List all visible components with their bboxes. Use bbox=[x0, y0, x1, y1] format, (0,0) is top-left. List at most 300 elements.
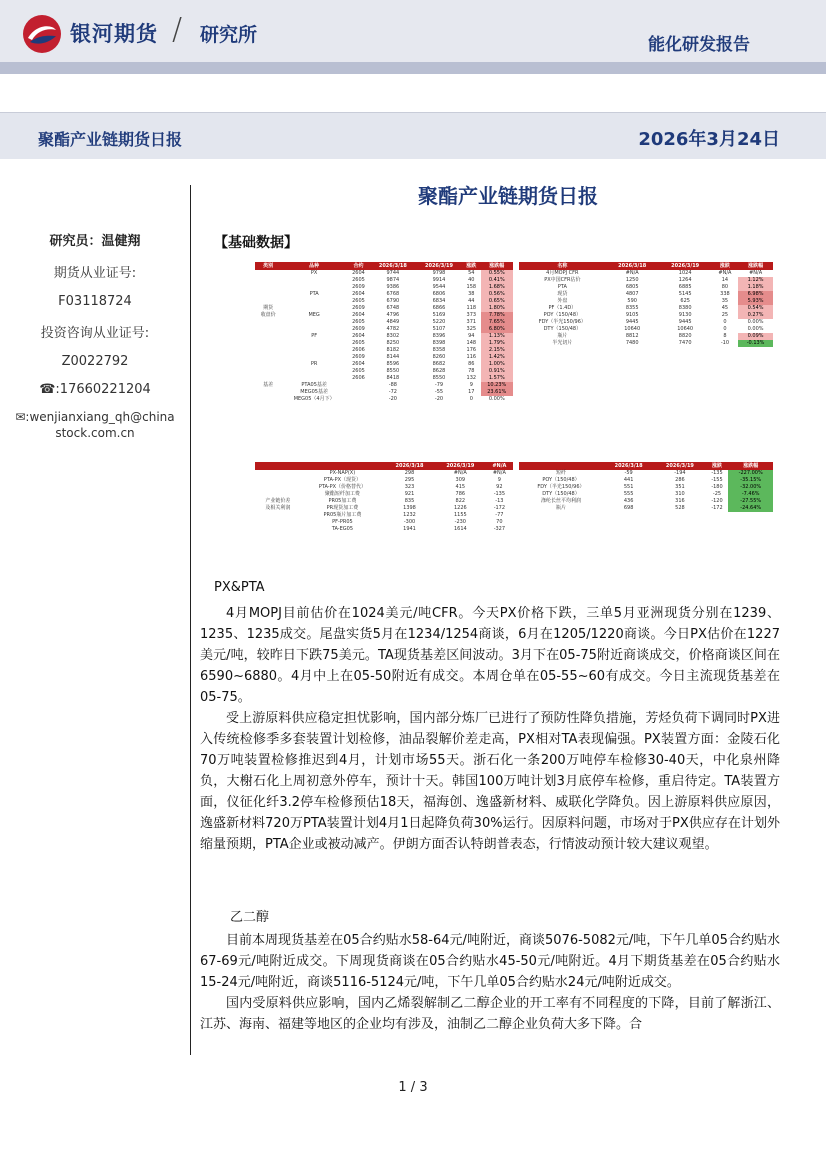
table-cell bbox=[255, 477, 301, 484]
table-row bbox=[255, 382, 513, 389]
table-cell: 1.68% bbox=[481, 284, 513, 291]
table-cell: -27.55% bbox=[728, 498, 773, 505]
table-cell: 0.00% bbox=[747, 326, 764, 332]
table-row bbox=[255, 484, 513, 491]
sidebar-divider bbox=[190, 185, 191, 1055]
table-cell: 1232 bbox=[403, 512, 416, 518]
title-band bbox=[0, 112, 826, 159]
table-cell bbox=[255, 284, 281, 291]
table-cell bbox=[255, 368, 281, 375]
table-cell bbox=[255, 526, 301, 533]
table-cell: 瓶片 bbox=[555, 505, 566, 511]
table-row bbox=[255, 333, 513, 340]
table-cell: 5169 bbox=[432, 312, 446, 318]
table-cell: MEG05（4月下） bbox=[293, 396, 335, 402]
table-cell: PTA-PX（价格替代） bbox=[318, 484, 367, 490]
table-cell: 10640 bbox=[624, 326, 641, 332]
table-cell: 1.79% bbox=[481, 340, 513, 347]
table-cell: 10.23% bbox=[481, 382, 513, 389]
table-cell: -227.00% bbox=[728, 470, 773, 477]
table-cell: 8396 bbox=[432, 333, 446, 339]
table-cell: PF-PR05 bbox=[332, 519, 353, 525]
table-cell: 2604 bbox=[352, 312, 365, 318]
table-cell: 309 bbox=[455, 477, 466, 483]
table-cell bbox=[281, 375, 347, 382]
px-section bbox=[200, 603, 780, 855]
table-cell: 2605 bbox=[352, 319, 365, 325]
table-cell: 415 bbox=[455, 484, 466, 490]
table-cell: 8812 bbox=[625, 333, 639, 339]
table-cell bbox=[255, 277, 281, 284]
table-row bbox=[255, 270, 513, 277]
table-cell: 1941 bbox=[403, 526, 416, 532]
table-row bbox=[255, 470, 513, 477]
table-cell: 1614 bbox=[453, 526, 467, 532]
table-cell: -300 bbox=[403, 519, 416, 525]
table-cell: 7.65% bbox=[481, 319, 513, 326]
table-cell: 86 bbox=[468, 361, 475, 367]
main-title: 聚酯产业链期货日报 bbox=[418, 184, 598, 208]
table-cell: -230 bbox=[454, 519, 466, 525]
table-cell: 5.93% bbox=[738, 298, 773, 305]
table-row bbox=[255, 368, 513, 375]
table-cell bbox=[281, 298, 347, 305]
table-header-cell: 品种 bbox=[281, 262, 347, 270]
table-cell: 6.98% bbox=[738, 291, 773, 298]
table-cell: 1.00% bbox=[481, 361, 513, 368]
table-header-cell: 2026/3/19 bbox=[659, 262, 712, 270]
table-cell: PX中国CFR估价 bbox=[544, 277, 581, 283]
table-cell: -180 bbox=[711, 484, 723, 490]
email-line-1: ✉:wenjianxiang_qh@china bbox=[15, 410, 175, 424]
table-cell: -0.13% bbox=[738, 340, 773, 347]
table-cell: 23.61% bbox=[481, 389, 513, 396]
table-cell: 298 bbox=[404, 470, 415, 476]
table-cell: 1024 bbox=[678, 270, 692, 276]
table-cell bbox=[281, 326, 347, 333]
table-cell: 9445 bbox=[625, 319, 639, 325]
table-cell: 316 bbox=[675, 498, 685, 504]
table-cell bbox=[255, 333, 281, 340]
table-cell: 9744 bbox=[386, 270, 400, 276]
table-cell: 10640 bbox=[677, 326, 694, 332]
table-cell: 1155 bbox=[453, 512, 467, 518]
table-header-cell: 涨跌 bbox=[712, 262, 739, 270]
table-cell: PTA bbox=[309, 291, 319, 297]
table-row bbox=[519, 470, 773, 477]
table-header-cell: 类别 bbox=[255, 262, 281, 270]
table-cell: 8550 bbox=[432, 375, 446, 381]
table-cell: -172 bbox=[711, 505, 723, 511]
table-cell: PTA05基差 bbox=[301, 382, 327, 388]
table-header-cell bbox=[255, 462, 301, 470]
table-header-cell: 2026/3/18 bbox=[606, 262, 659, 270]
table-cell: 9130 bbox=[678, 312, 692, 318]
table-header-cell bbox=[519, 462, 603, 470]
table-cell: -20 bbox=[388, 396, 397, 402]
table-cell: 2604 bbox=[352, 361, 365, 367]
table-cell: -32.00% bbox=[728, 484, 773, 491]
table-cell: FDY（半光150/96） bbox=[538, 319, 586, 325]
px-paragraph-1: 4月MOPJ目前估价在1024美元/吨CFR。今天PX价格下跌，三单5月亚洲现货分别在1239、1235、1235成交。尾盘实货5月在1234/1254商谈，6月在1205/1220商谈。今日PX估价在1227美元/吨，较昨日下跌75美元。TA现货基差区间波动。3月下在05-75附近商谈成交，价格商谈区间在6590~6880。4月中上在05-50附近有成交。本周仓单在05-55~60有成交。今日主流现货基差在05-75。 bbox=[200, 606, 780, 705]
table-cell: 9798 bbox=[432, 270, 446, 276]
table-cell: -55 bbox=[434, 389, 444, 395]
table-cell: 921 bbox=[404, 491, 415, 497]
table-cell bbox=[255, 484, 301, 491]
table-cell: 聚酯短纤加工费 bbox=[324, 491, 360, 497]
table-cell: POY（150/48） bbox=[542, 477, 580, 483]
table-row bbox=[255, 319, 513, 326]
table-cell: PF（1.4D） bbox=[548, 305, 577, 311]
table-header-cell: 合约 bbox=[347, 262, 370, 270]
header-rule bbox=[0, 62, 826, 74]
table-row bbox=[519, 298, 773, 305]
table-row bbox=[255, 305, 513, 312]
table-cell: 0 bbox=[723, 326, 727, 332]
table-cell: DTY（150/48） bbox=[542, 491, 580, 497]
table-cell: -194 bbox=[674, 470, 686, 476]
table-row bbox=[519, 477, 773, 484]
table-cell: 0.65% bbox=[481, 298, 513, 305]
table-header-cell: 涨跌 bbox=[462, 262, 480, 270]
table-cell: 4月MOPJ CFR bbox=[546, 270, 579, 276]
table-cell: -35.15% bbox=[728, 477, 773, 484]
table-header-cell bbox=[301, 462, 384, 470]
table-cell: 收盘价 bbox=[260, 312, 276, 318]
table-row bbox=[255, 526, 513, 533]
table-cell: 6.80% bbox=[481, 326, 513, 333]
table-cell bbox=[281, 277, 347, 284]
table-cell: 0.56% bbox=[481, 291, 513, 298]
report-date: 2026年3月24日 bbox=[638, 129, 780, 150]
px-paragraph-2: 受上游原料供应稳定担忧影响，国内部分炼厂已进行了预防性降负措施，芳烃负荷下调同时PX进入传统检修季多套装置计划检修，油品裂解价差走高，PX相对TA表现偏强。PX装置方面：金陵石化70万吨装置检修推迟到4月，计划市场55天。浙石化一条200万吨停车检修30-40天，中化泉州降负，大榭石化上周初意外停车，预计十天。韩国100万吨计划3月底停车检修，重启待定。TA装置方面，仪征化纤3.2停车检修预估18天，福海创、逸盛新材料、威联化学降负。因上游原料供应原因，逸盛新材料720万PTA装置计划4月1日起降负荷30%运行。因原料问题，市场对于PX供应存在计划外缩量预期，PTA企业或被动减产。伊朗方面否认特朗普表态，行情波动预计较大建议观望。 bbox=[200, 711, 780, 852]
table-cell: 295 bbox=[404, 477, 415, 483]
table-row bbox=[519, 284, 773, 291]
table-cell: 0.09% bbox=[738, 333, 773, 340]
table-cell: 6768 bbox=[386, 291, 400, 297]
table-cell: 6866 bbox=[432, 305, 446, 311]
table-cell: 1.18% bbox=[738, 284, 773, 291]
table-cell: PX bbox=[310, 270, 318, 276]
table-cell: 现货 bbox=[557, 291, 568, 297]
table-cell: 8550 bbox=[386, 368, 400, 374]
table-cell: 351 bbox=[675, 484, 685, 490]
consult-number: Z0022792 bbox=[61, 354, 129, 369]
table-row bbox=[519, 319, 773, 326]
table-cell: PR05瓶片加工费 bbox=[323, 512, 362, 518]
table-cell: 94 bbox=[468, 333, 475, 339]
table-cell: -20 bbox=[434, 396, 444, 402]
profit-table bbox=[519, 462, 773, 512]
table-cell bbox=[281, 305, 347, 312]
table-cell: POY（150/48） bbox=[543, 312, 581, 318]
table-cell: PR现货加工费 bbox=[326, 505, 359, 511]
table-cell: 338 bbox=[720, 291, 730, 297]
table-cell: 6806 bbox=[432, 291, 446, 297]
table-cell: 92 bbox=[496, 484, 503, 490]
table-header-cell: 涨跌幅 bbox=[728, 462, 773, 470]
table-cell: 1.57% bbox=[481, 375, 513, 382]
table-cell: 8628 bbox=[432, 368, 446, 374]
table-cell: 0.00% bbox=[747, 319, 764, 325]
table-cell: 8380 bbox=[678, 305, 692, 311]
table-cell: FDY（半光150/96） bbox=[537, 484, 585, 490]
table-cell: 9 bbox=[469, 382, 473, 388]
table-cell: 4849 bbox=[386, 319, 400, 325]
table-cell: 产业链价差 bbox=[265, 498, 291, 504]
eg-section bbox=[200, 930, 780, 1035]
table-row bbox=[519, 270, 773, 277]
table-cell: 9 bbox=[497, 477, 501, 483]
table-cell: 45 bbox=[721, 305, 729, 311]
table-cell: 1.42% bbox=[481, 354, 513, 361]
table-cell: 323 bbox=[404, 484, 415, 490]
table-row bbox=[255, 340, 513, 347]
table-header-cell: 涨跌 bbox=[706, 462, 729, 470]
table-cell bbox=[255, 512, 301, 519]
table-cell: -172 bbox=[493, 505, 506, 511]
table-cell: 555 bbox=[623, 491, 634, 497]
table-cell: 8260 bbox=[432, 354, 446, 360]
table-cell: 698 bbox=[623, 505, 634, 511]
table-cell: 2604 bbox=[352, 333, 365, 339]
table-cell: PR05加工费 bbox=[328, 498, 357, 504]
table-cell: 6790 bbox=[386, 298, 400, 304]
table-cell: -79 bbox=[434, 382, 444, 388]
table-cell: 2609 bbox=[352, 305, 365, 311]
table-row bbox=[255, 277, 513, 284]
table-cell: 786 bbox=[455, 491, 466, 497]
table-cell: -10 bbox=[720, 340, 730, 346]
table-cell: 8302 bbox=[386, 333, 400, 339]
table-cell: -120 bbox=[711, 498, 723, 504]
table-row bbox=[255, 326, 513, 333]
table-row bbox=[255, 298, 513, 305]
brand-name: 银河期货 bbox=[70, 22, 158, 46]
table-cell: 371 bbox=[466, 319, 477, 325]
table-cell: 1250 bbox=[625, 277, 639, 283]
table-cell: 70 bbox=[496, 519, 503, 525]
license-label: 期货从业证号: bbox=[53, 266, 137, 281]
table-cell: 1226 bbox=[453, 505, 467, 511]
table-cell: -13 bbox=[495, 498, 504, 504]
table-cell bbox=[255, 319, 281, 326]
table-cell: 0.27% bbox=[738, 312, 773, 319]
table-cell: -135 bbox=[711, 470, 723, 476]
table-cell: 441 bbox=[623, 477, 634, 483]
report-title: 聚酯产业链期货日报 bbox=[38, 130, 183, 149]
table-cell: 6805 bbox=[625, 284, 639, 290]
data-tables bbox=[255, 262, 773, 564]
table-cell: #N/A bbox=[749, 270, 763, 276]
section-basic-data: 【基础数据】 bbox=[214, 235, 298, 251]
table-row bbox=[255, 354, 513, 361]
table-cell: 8596 bbox=[386, 361, 400, 367]
table-cell: 期货 bbox=[263, 305, 274, 311]
table-cell: 0.54% bbox=[738, 305, 773, 312]
table-cell: 2606 bbox=[352, 375, 365, 381]
table-cell bbox=[347, 396, 370, 403]
table-cell: MEG bbox=[308, 312, 320, 318]
table-header-row bbox=[519, 462, 773, 470]
table-cell: 9105 bbox=[625, 312, 639, 318]
table-header-cell: 2026/3/19 bbox=[654, 462, 705, 470]
eg-heading: 乙二醇 bbox=[230, 910, 270, 925]
px-heading: PX&PTA bbox=[214, 580, 265, 595]
table-header-cell: 2026/3/18 bbox=[603, 462, 654, 470]
table-cell bbox=[255, 354, 281, 361]
eg-paragraph-2: 国内受原料供应影响，国内乙烯裂解制乙二醇企业的开工率有不同程度的下降，目前了解浙江、江苏、海南、福建等地区的企业均有涉及，油制乙二醇企业负荷大多下降。合 bbox=[200, 996, 780, 1032]
table-header-cell: #N/A bbox=[486, 462, 513, 470]
table-cell: 80 bbox=[721, 284, 729, 290]
galaxy-logo-icon bbox=[22, 14, 62, 54]
table-cell bbox=[347, 389, 370, 396]
table-cell: 8250 bbox=[386, 340, 400, 346]
table-row bbox=[255, 491, 513, 498]
table-cell: 9874 bbox=[386, 277, 400, 283]
table-cell: 8 bbox=[723, 333, 727, 339]
table-cell: 118 bbox=[466, 305, 477, 311]
table-cell: 373 bbox=[466, 312, 477, 318]
license-number: F03118724 bbox=[58, 294, 132, 309]
table-row bbox=[255, 498, 513, 505]
table-cell: 116 bbox=[466, 354, 477, 360]
table-row bbox=[255, 375, 513, 382]
table-cell bbox=[255, 326, 281, 333]
phone: ☎:17660221204 bbox=[39, 382, 151, 397]
table-cell: 17 bbox=[468, 389, 475, 395]
table-cell: 8355 bbox=[625, 305, 639, 311]
table-cell: 4796 bbox=[386, 312, 400, 318]
table-cell: DTY（150/48） bbox=[543, 326, 582, 332]
table-cell: 5220 bbox=[432, 319, 446, 325]
table-cell bbox=[255, 291, 281, 298]
table-cell: 0 bbox=[469, 396, 473, 402]
department-name: 研究所 bbox=[200, 24, 258, 46]
table-row bbox=[519, 498, 773, 505]
table-cell: PX-NAP(X) bbox=[329, 470, 356, 476]
table-row bbox=[519, 277, 773, 284]
table-cell bbox=[255, 470, 301, 477]
table-cell bbox=[281, 347, 347, 354]
table-cell: 5107 bbox=[432, 326, 446, 332]
report-type: 能化研发报告 bbox=[648, 35, 750, 55]
table-cell bbox=[281, 284, 347, 291]
table-cell: 1398 bbox=[403, 505, 416, 511]
table-row bbox=[519, 333, 773, 340]
spread-table bbox=[255, 462, 513, 533]
table-cell: PR bbox=[310, 361, 318, 367]
table-row bbox=[519, 484, 773, 491]
table-header-cell: 2026/3/18 bbox=[384, 462, 435, 470]
table-row bbox=[519, 505, 773, 512]
table-cell bbox=[281, 354, 347, 361]
table-cell: -72 bbox=[388, 389, 397, 395]
table-cell: 590 bbox=[627, 298, 637, 304]
table-row bbox=[255, 389, 513, 396]
table-cell: 1.80% bbox=[481, 305, 513, 312]
table-cell: 1264 bbox=[678, 277, 692, 283]
table-cell: 132 bbox=[466, 375, 477, 381]
table-cell: TA-EG05 bbox=[331, 526, 354, 532]
table-row bbox=[255, 512, 513, 519]
table-row bbox=[255, 396, 513, 403]
table-header-row bbox=[255, 262, 513, 270]
table-cell: 8418 bbox=[386, 375, 400, 381]
table-cell: 528 bbox=[675, 505, 685, 511]
table-cell: 7.78% bbox=[481, 312, 513, 319]
table-cell: 0.91% bbox=[481, 368, 513, 375]
table-cell: -88 bbox=[388, 382, 397, 388]
table-cell: 9386 bbox=[386, 284, 400, 290]
table-cell: 2605 bbox=[352, 277, 365, 283]
brand-divider: / bbox=[172, 12, 183, 47]
futures-table bbox=[255, 262, 513, 403]
table-cell bbox=[281, 319, 347, 326]
table-cell: 286 bbox=[675, 477, 685, 483]
table-row bbox=[255, 477, 513, 484]
table-cell: 8182 bbox=[386, 347, 400, 353]
table-cell: 40 bbox=[468, 277, 475, 283]
table-cell bbox=[255, 396, 281, 403]
table-cell: 2604 bbox=[352, 270, 365, 276]
table-cell: 6748 bbox=[386, 305, 400, 311]
table-row bbox=[519, 326, 773, 333]
table-cell: 2605 bbox=[352, 340, 365, 346]
page-number: 1 / 3 bbox=[398, 1080, 428, 1095]
table-cell: 9544 bbox=[432, 284, 446, 290]
table-cell bbox=[281, 340, 347, 347]
table-cell: 8358 bbox=[432, 347, 446, 353]
table-cell: 8398 bbox=[432, 340, 446, 346]
table-cell: MEG05基差 bbox=[300, 389, 328, 395]
table-header-cell: 涨跌幅 bbox=[738, 262, 773, 270]
table-cell bbox=[255, 298, 281, 305]
table-cell: 310 bbox=[675, 491, 685, 497]
table-row bbox=[519, 291, 773, 298]
table-cell: -155 bbox=[711, 477, 723, 483]
table-cell: PTA-PX（现货） bbox=[323, 477, 362, 483]
table-cell: #N/A bbox=[625, 270, 639, 276]
table-cell: 35 bbox=[721, 298, 729, 304]
table-cell: -7.46% bbox=[728, 491, 773, 498]
table-cell: 涤纶长丝平均利润 bbox=[540, 498, 581, 504]
table-cell: #N/A bbox=[718, 270, 732, 276]
table-cell: 44 bbox=[468, 298, 475, 304]
table-cell: 短纤 bbox=[555, 470, 566, 476]
table-cell: 0.00% bbox=[488, 396, 505, 402]
table-cell: 8820 bbox=[678, 333, 692, 339]
table-cell bbox=[255, 270, 281, 277]
table-cell bbox=[281, 368, 347, 375]
table-cell: #N/A bbox=[492, 470, 506, 476]
table-row bbox=[519, 312, 773, 319]
table-cell: 6834 bbox=[432, 298, 446, 304]
table-cell bbox=[255, 491, 301, 498]
table-cell: -327 bbox=[493, 526, 506, 532]
table-cell bbox=[347, 382, 370, 389]
table-cell: 1.13% bbox=[481, 333, 513, 340]
table-cell: 6885 bbox=[678, 284, 692, 290]
table-cell: 78 bbox=[468, 368, 475, 374]
table-header-row bbox=[519, 262, 773, 270]
table-cell bbox=[255, 340, 281, 347]
table-cell: 54 bbox=[468, 270, 475, 276]
table-cell: PF bbox=[311, 333, 318, 339]
table-cell: PTA bbox=[557, 284, 567, 290]
table-cell: 半光切片 bbox=[552, 340, 573, 346]
table-cell: 148 bbox=[466, 340, 477, 346]
